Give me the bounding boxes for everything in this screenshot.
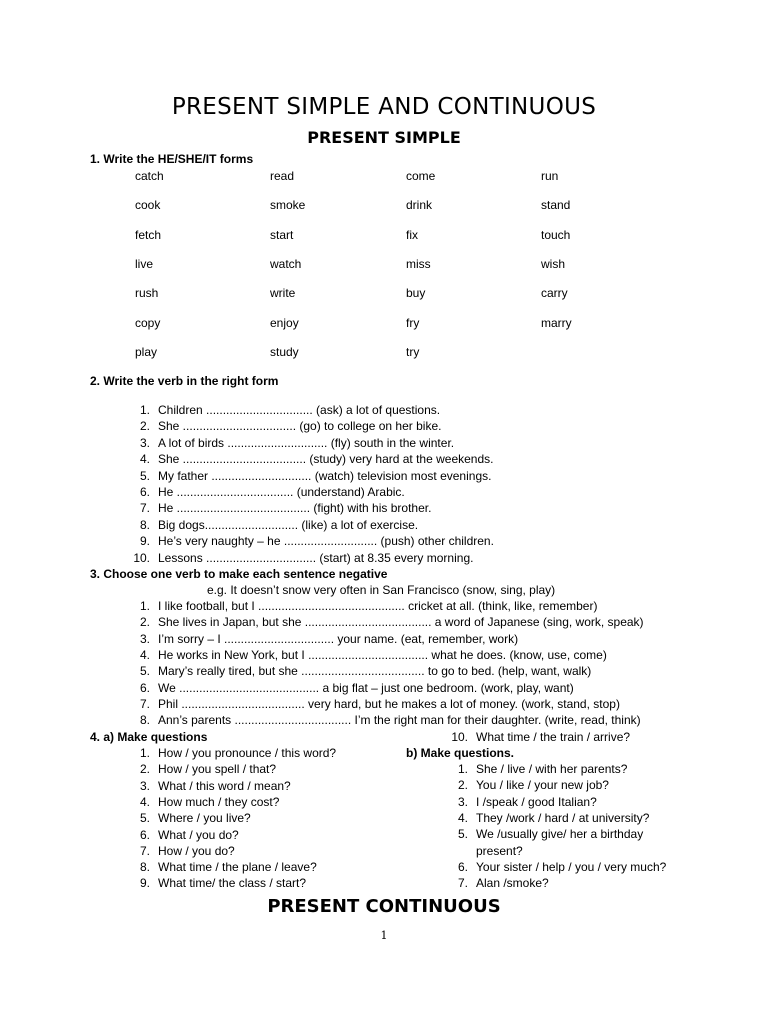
- page-title: PRESENT SIMPLE AND CONTINUOUS: [171, 94, 597, 120]
- exercise-3-heading: 3. Choose one verb to make each sentence negative: [90, 567, 388, 581]
- item-number: 5.: [139, 811, 150, 825]
- item-text: What / you do?: [158, 828, 239, 842]
- item-text: My father .............................. (watch) television most evenings.: [158, 469, 492, 483]
- item-number: 2.: [139, 419, 150, 433]
- item-number: 1.: [139, 746, 150, 760]
- verb-word: carry: [541, 286, 568, 300]
- verb-word: watch: [270, 257, 302, 271]
- item-number: 9.: [139, 876, 150, 890]
- item-number: 6.: [139, 828, 150, 842]
- verb-word: copy: [135, 316, 161, 330]
- verb-word: live: [135, 257, 154, 271]
- exercise-3-example: e.g. It doesn’t snow very often in San Francisco (snow, sing, play): [207, 583, 556, 597]
- item-number: 7.: [457, 876, 468, 890]
- item-text: I like football, but I ............................................ cricket at all. (think, like, remember): [158, 599, 598, 613]
- section-title-present-simple: PRESENT SIMPLE: [307, 128, 461, 147]
- item-number: 8.: [139, 713, 150, 727]
- item-text: Ann’s parents ................................... I’m the right man for their daughter. (write, read, think): [158, 713, 641, 727]
- item-text: He works in New York, but I .................................... what he does. (know, use, come): [158, 648, 607, 662]
- item-number: 1.: [139, 403, 150, 417]
- verb-word: study: [270, 345, 299, 359]
- verb-word: buy: [406, 286, 426, 300]
- item-number: 6.: [457, 860, 468, 874]
- item-number: 10.: [451, 730, 468, 744]
- item-text: present?: [476, 844, 523, 858]
- item-number: 2.: [139, 762, 150, 776]
- item-number: 3.: [139, 632, 150, 646]
- item-number: 4.: [139, 648, 150, 662]
- item-text: I’m sorry – I ................................. your name. (eat, remember, work): [158, 632, 519, 646]
- item-number: 8.: [139, 860, 150, 874]
- item-number: 8.: [139, 518, 150, 532]
- item-text: We /usually give/ her a birthday: [476, 827, 644, 841]
- item-text: She lives in Japan, but she ...................................... a word of Japanese (sing, work, speak): [158, 615, 644, 629]
- item-number: 4.: [139, 452, 150, 466]
- item-text: You / like / your new job?: [476, 778, 609, 792]
- item-text: She / live / with her parents?: [476, 762, 628, 776]
- item-number: 2.: [457, 778, 468, 792]
- item-number: 5.: [457, 827, 468, 841]
- item-text: What time / the train / arrive?: [476, 730, 631, 744]
- item-text: Where / you live?: [158, 811, 251, 825]
- exercise-2-heading: 2. Write the verb in the right form: [90, 374, 279, 388]
- item-text: I /speak / good Italian?: [476, 795, 597, 809]
- item-number: 7.: [139, 697, 150, 711]
- item-text: She .................................. (go) to college on her bike.: [158, 419, 442, 433]
- item-number: 6.: [139, 681, 150, 695]
- verb-word: start: [270, 228, 294, 242]
- verb-word: marry: [541, 316, 572, 330]
- item-text: What / this word / mean?: [158, 779, 291, 793]
- item-number: 7.: [139, 844, 150, 858]
- item-text: How / you spell / that?: [158, 762, 277, 776]
- verb-word: run: [541, 169, 559, 183]
- item-text: He ........................................ (fight) with his brother.: [158, 501, 432, 515]
- verb-word: fry: [406, 316, 420, 330]
- item-number: 3.: [139, 779, 150, 793]
- item-number: 1.: [457, 762, 468, 776]
- item-number: 5.: [139, 664, 150, 678]
- verb-word: catch: [135, 169, 164, 183]
- item-text: How much / they cost?: [158, 795, 280, 809]
- verb-word: miss: [406, 257, 431, 271]
- verb-word: stand: [541, 198, 571, 212]
- exercise-1-heading: 1. Write the HE/SHE/IT forms: [90, 152, 254, 166]
- item-text: Your sister / help / you / very much?: [476, 860, 667, 874]
- verb-word: drink: [406, 198, 433, 212]
- verb-word: cook: [135, 198, 161, 212]
- item-text: What time/ the class / start?: [158, 876, 307, 890]
- verb-word: smoke: [270, 198, 306, 212]
- item-number: 10.: [133, 551, 150, 565]
- exercise-4b-heading: b) Make questions.: [406, 746, 515, 760]
- item-text: How / you pronounce / this word?: [158, 746, 337, 760]
- verb-word: try: [406, 345, 420, 359]
- item-text: A lot of birds .............................. (fly) south in the winter.: [158, 436, 455, 450]
- item-number: 4.: [457, 811, 468, 825]
- page-number: 1: [380, 929, 388, 942]
- item-number: 7.: [139, 501, 150, 515]
- item-number: 4.: [139, 795, 150, 809]
- section-title-present-continuous: PRESENT CONTINUOUS: [267, 896, 501, 917]
- item-text: We .......................................... a big flat – just one bedroom. (work, play, want): [158, 681, 574, 695]
- verb-word: write: [270, 286, 296, 300]
- verb-word: fetch: [135, 228, 162, 242]
- verb-word: read: [270, 169, 295, 183]
- item-text: How / you do?: [158, 844, 235, 858]
- item-number: 3.: [457, 795, 468, 809]
- item-text: Lessons ................................. (start) at 8.35 every morning.: [158, 551, 474, 565]
- item-text: Big dogs............................ (like) a lot of exercise.: [158, 518, 419, 532]
- verb-word: enjoy: [270, 316, 299, 330]
- item-text: He ................................... (understand) Arabic.: [158, 485, 405, 499]
- exercise-4a-heading: 4. a) Make questions: [90, 730, 208, 744]
- item-text: She ..................................... (study) very hard at the weekends.: [158, 452, 494, 466]
- item-text: Phil ..................................... very hard, but he makes a lot of money. (work, stand, stop): [158, 697, 620, 711]
- item-number: 6.: [139, 485, 150, 499]
- verb-word: come: [406, 169, 436, 183]
- verb-word: touch: [541, 228, 571, 242]
- item-number: 3.: [139, 436, 150, 450]
- verb-word: fix: [406, 228, 418, 242]
- item-text: He’s very naughty – he ............................ (push) other children.: [158, 534, 494, 548]
- verb-word: wish: [541, 257, 566, 271]
- item-number: 1.: [139, 599, 150, 613]
- item-text: Alan /smoke?: [476, 876, 549, 890]
- verb-word: rush: [135, 286, 159, 300]
- item-text: Mary’s really tired, but she ..................................... to go to bed. (help, want, walk): [158, 664, 592, 678]
- item-number: 2.: [139, 615, 150, 629]
- verb-word: play: [135, 345, 158, 359]
- item-number: 5.: [139, 469, 150, 483]
- item-text: Children ................................ (ask) a lot of questions.: [158, 403, 441, 417]
- item-text: What time / the plane / leave?: [158, 860, 317, 874]
- item-text: They /work / hard / at university?: [476, 811, 650, 825]
- item-number: 9.: [139, 534, 150, 548]
